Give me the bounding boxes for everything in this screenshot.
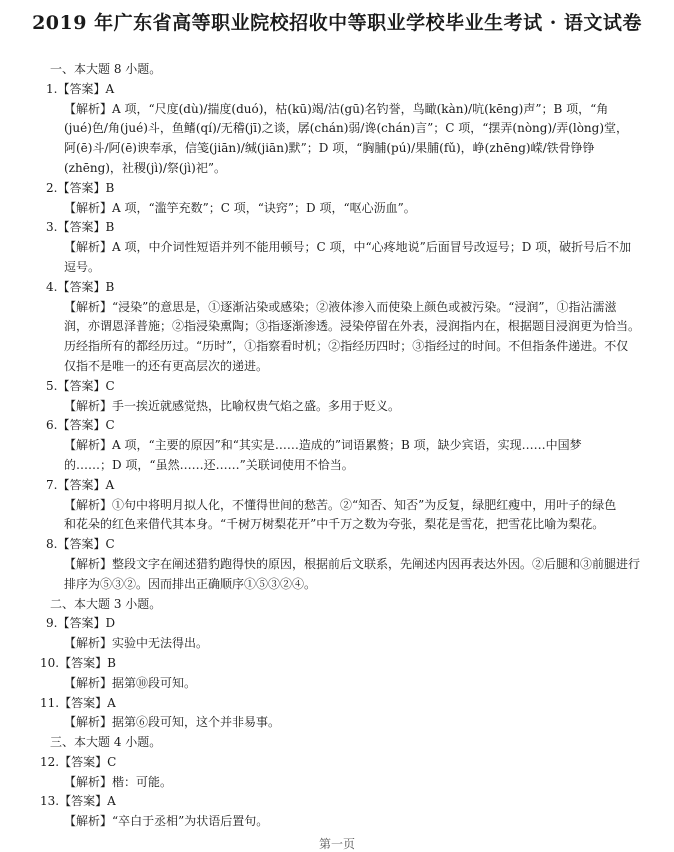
analysis-line: 【解析】A 项，中介词性短语并列不能用顿号；C 项，中“心疼地说”后面冒号改逗号；D 项，破折号后不加 xyxy=(64,240,632,255)
answer-line xyxy=(0,694,674,714)
answer-text: 【答案】A xyxy=(59,794,116,809)
answer-line xyxy=(0,792,674,812)
answer-text: 【答案】B xyxy=(59,655,116,670)
analysis-line: 【解析】A 项，“滥竽充数”；C 项，“诀窍”；D 项，“呕心沥血”。 xyxy=(64,200,416,215)
page-title: 2019 年广东省高等职业院校招收中等职业学校毕业生考试 · 语文试卷 xyxy=(32,12,642,34)
analysis-line: 【解析】据第⑥段可知，这个并非易事。 xyxy=(64,715,281,730)
answer-text: 【答案】B xyxy=(57,180,115,195)
page-footer: 第一页 xyxy=(318,837,355,851)
question-number: 11. xyxy=(40,695,60,710)
answer-line xyxy=(0,179,674,199)
answer-line xyxy=(0,535,674,555)
analysis-line: 仅指不是唯一的还有更高层次的递进。 xyxy=(64,358,269,373)
analysis-line: 【解析】A 项，“主要的原因”和“其实是……造成的”词语累赘；B 项，缺少宾语，实现……中国梦 xyxy=(64,438,582,453)
answer-line xyxy=(0,654,674,674)
analysis-line: 【解析】据第⑩段可知。 xyxy=(64,675,197,690)
answer-line xyxy=(0,278,674,298)
analysis-line: (jué)色/角(jué)斗，鱼鳍(qí)/无稽(jī)之谈，孱(chán)弱/谗(chán)言”；C 项，“摆弄(nòng)/弄(lòng)堂， xyxy=(64,121,629,136)
section-heading: 三、本大题 4 小题。 xyxy=(50,735,162,750)
analysis-line: 【解析】整段文字在阐述猎豹跑得快的原因，根据前后文联系，先阐述内因再表达外因。②后腿和③前腿进行 xyxy=(64,556,641,571)
analysis-line: 和花朵的红色来借代其本身。“千树万树梨花开”中千万之数为夸张，梨花是雪花，把雪花比喻为梨花。 xyxy=(64,517,605,532)
answer-text: 【答案】A xyxy=(57,81,115,96)
answer-text: 【答案】C xyxy=(57,378,115,393)
analysis-line: 【解析】楷：可能。 xyxy=(64,774,173,789)
answer-line xyxy=(0,218,674,238)
answer-text: 【答案】B xyxy=(57,279,115,294)
analysis-line: (zhēng)，社稷(jì)/祭(jì)祀”。 xyxy=(64,160,226,175)
question-number: 4. xyxy=(46,279,58,294)
section-heading: 一、本大题 8 小题。 xyxy=(50,62,162,76)
answer-text: 【答案】B xyxy=(57,220,115,235)
answer-line xyxy=(0,377,674,397)
answer-text: 【答案】A xyxy=(59,695,116,710)
analysis-line: 【解析】“浸染”的意思是，①逐渐沾染或感染；②液体渗入而使染上颜色或被污染。“浸润”，①指沾濡滋 xyxy=(64,299,617,314)
analysis-line: 【解析】①句中将明月拟人化，不懂得世间的愁苦。②“知否、知否”为反复，绿肥红瘦中，用叶子的绿色 xyxy=(64,497,617,512)
answer-text: 【答案】C xyxy=(57,418,115,433)
question-number: 5. xyxy=(46,378,58,393)
analysis-line: 排序为⑤③②。因而排出正确顺序①⑤③②④。 xyxy=(64,576,317,591)
analysis-line: 【解析】“卒白于丞相”为状语后置句。 xyxy=(64,814,269,829)
analysis-line: 的……；D 项，“虽然……还……”关联词使用不恰当。 xyxy=(64,457,354,472)
answer-key-body xyxy=(0,60,674,832)
answer-text: 【答案】A xyxy=(57,477,115,492)
analysis-line: 历经指所有的都经历过。“历时”，①指察看时机；②指经历四时；③指经过的时间。不但指条件递进。不仅 xyxy=(64,339,629,354)
question-number: 12. xyxy=(40,754,60,769)
answer-text: 【答案】D xyxy=(57,616,116,631)
question-number: 7. xyxy=(46,477,58,492)
question-number: 10. xyxy=(40,655,60,670)
section-heading: 二、本大题 3 小题。 xyxy=(50,596,162,611)
analysis-line: 【解析】实验中无法得出。 xyxy=(64,636,209,651)
question-number: 8. xyxy=(46,537,58,552)
analysis-line: 【解析】A 项，“尺度(dù)/揣度(duó)，枯(kū)竭/沽(gū)名钓誉，鸟瞰(kàn)/吭(kēng)声”；B 项，“角 xyxy=(64,101,609,116)
question-number: 2. xyxy=(46,180,58,195)
question-number: 3. xyxy=(46,220,58,235)
analysis-line: 【解析】手一挨近就感觉热，比喻权贵气焰之盛。多用于贬义。 xyxy=(64,398,401,413)
answer-line xyxy=(0,614,674,634)
answer-line xyxy=(0,476,674,496)
analysis-line: 阿(ē)斗/阿(ē)谀奉承，信笺(jiān)/缄(jiān)默”；D 项，“胸脯(pú)/果脯(fǔ)，峥(zhēng)嵘/铁骨铮铮 xyxy=(64,141,595,156)
answer-line xyxy=(0,753,674,773)
question-number: 13. xyxy=(40,794,60,809)
question-number: 6. xyxy=(46,418,58,433)
analysis-line: 润，亦谓恩泽普施；②指浸染熏陶；③指逐渐渗透。浸染停留在外表，浸润指内在，根据题目浸润更为恰当。 xyxy=(64,319,641,334)
answer-text: 【答案】C xyxy=(59,754,117,769)
question-number: 1. xyxy=(46,81,58,96)
answer-line xyxy=(0,416,674,436)
answer-line xyxy=(0,80,674,100)
analysis-line: 逗号。 xyxy=(64,259,101,274)
question-number: 9. xyxy=(46,616,58,631)
answer-text: 【答案】C xyxy=(57,537,115,552)
